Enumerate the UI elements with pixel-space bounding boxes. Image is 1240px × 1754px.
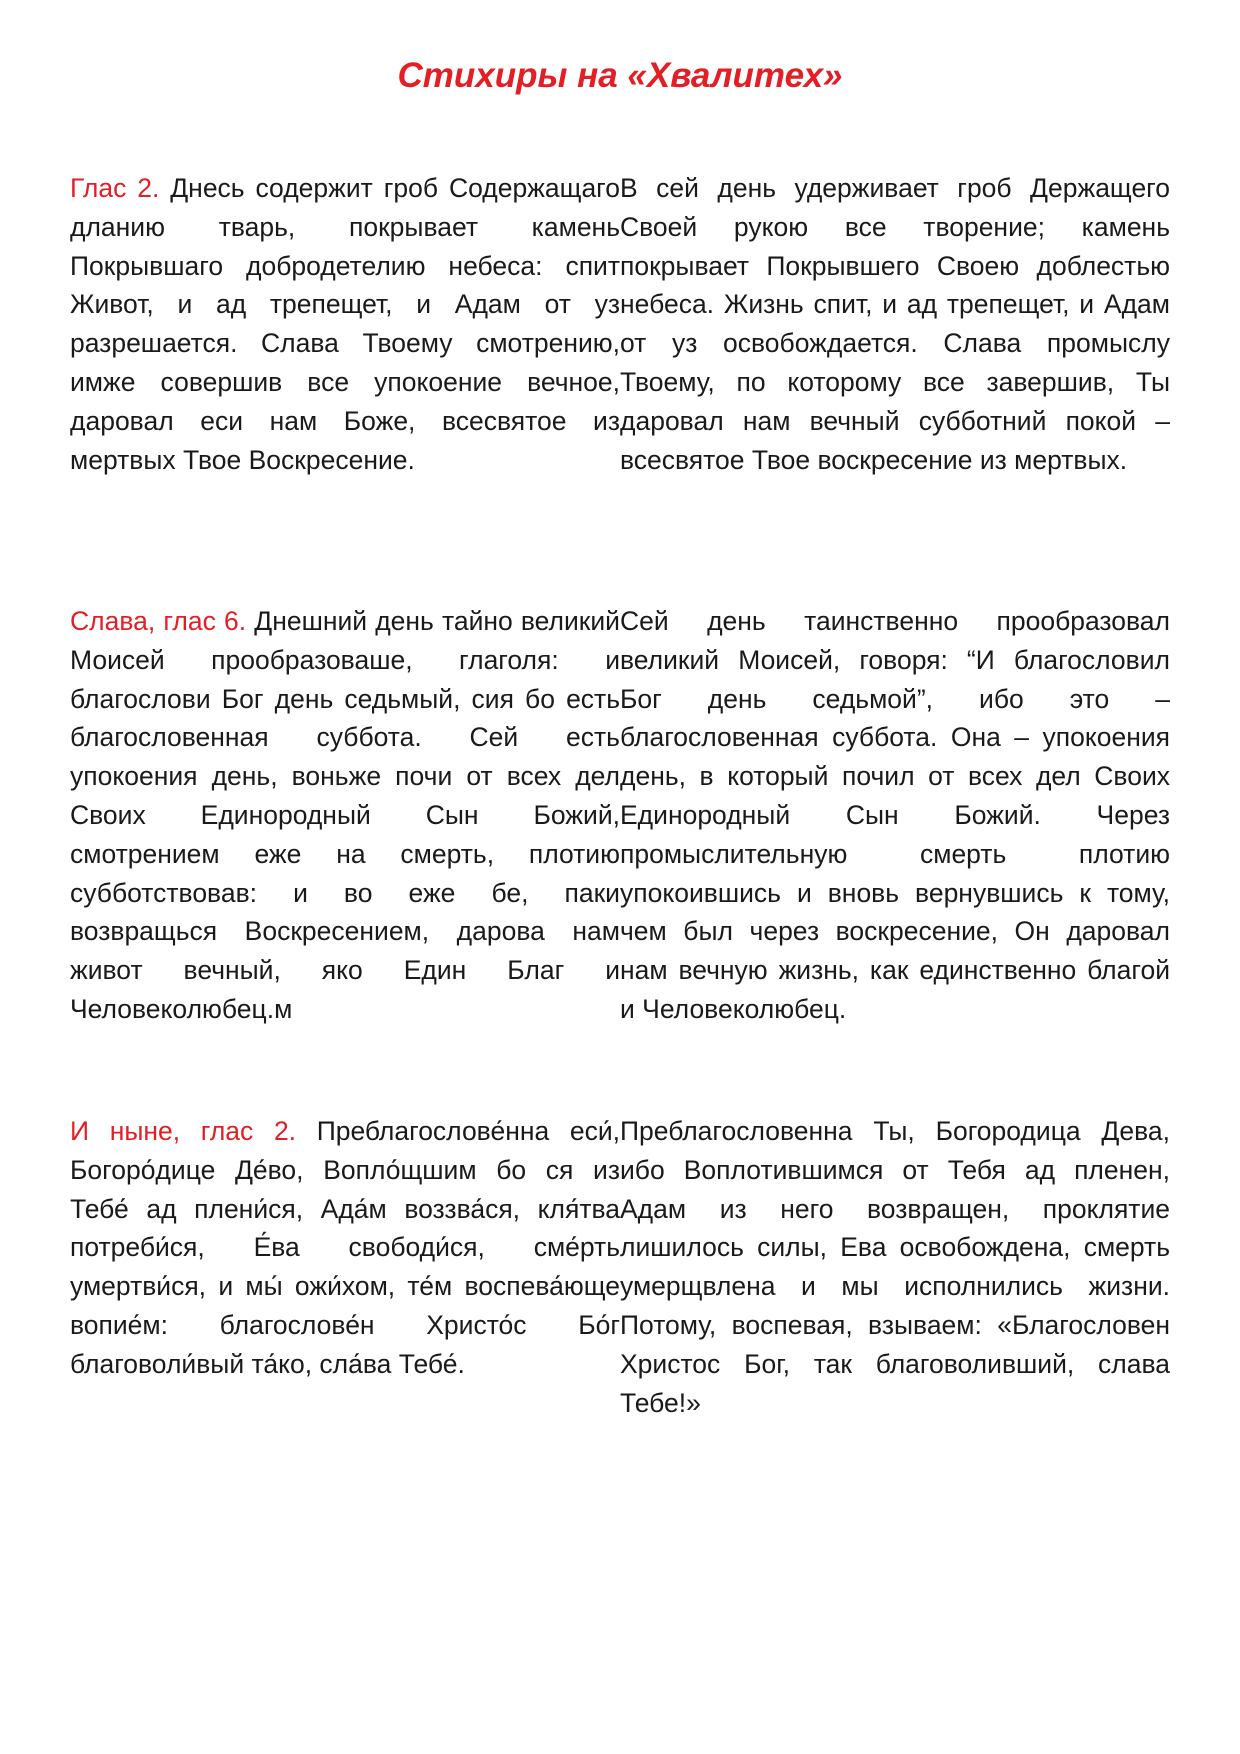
slavonic-text [70, 602, 620, 1029]
slavonic-body: Днешний день тайно великий Моисей прообразоваше, глаголя: и благослови Бог день седьмый, сия бо есть благословенная суббота. Сей есть упокоения день, воньже почи от всех дел Своих Единородный Сын Божий, смотрением еже на смерть, плотию субботствовав: и во еже бе, паки возвращься Воскресением, дарова нам живот вечный, яко Един Благ и Человеколюбец.м [70, 606, 620, 1024]
slavonic-body: Преблагослове́нна еси́, Богоро́дице Де́во, Вопло́щшим бо ся из Тебе́ ад плени́ся, Ада́м воззва́ся, кля́тва потреби́ся, Е́ва свободи́ся, сме́рть умертви́ся, и мы́ ожи́хом, те́м воспева́юще вопие́м: благослове́н Христо́с Бо́г благоволи́вый та́ко, сла́ва Тебе́. [70, 1116, 621, 1379]
stichera-section-1 [70, 169, 1170, 479]
slavonic-text [70, 169, 620, 479]
stichera-section-3 [70, 1112, 1170, 1422]
russian-translation: В сей день удерживает гроб Держащего Своей рукою все творение; камень покрывает Покрывшего Своею доблестью небеса. Жизнь спит, и ад трепещет, и Адам от уз освобождается. Слава промыслу Твоему, по которому все завершив, Ты даровал нам вечный субботний покой – всесвятое Твое воскресение из мертвых. [620, 173, 1170, 475]
tone-label: Глас 2. [70, 173, 160, 203]
russian-translation: Сей день таинственно прообразовал великий Моисей, говоря: “И благословил Бог день седьмой”, ибо это – благословенная суббота. Она – упокоения день, в который почил от всех дел Своих Единородный Сын Божий. Через промыслительную смерть плотию упокоившись и вновь вернувшись к тому, чем был через воскресение, Он даровал нам вечную жизнь, как единственно благой и Человеколюбец. [620, 606, 1170, 1024]
slavonic-body: Днесь содержит гроб Содержащаго дланию тварь, покрывает камень Покрывшаго добродетелию небеса: спит Живот, и ад трепещет, и Адам от уз разрешается. Слава Твоему смотрению, имже совершив все упокоение вечное, даровал еси нам Боже, всесвятое из мертвых Твое Воскресение. [70, 173, 621, 475]
russian-translation: Преблагословенна Ты, Богородица Дева, ибо Воплотившимся от Тебя ад пленен, Адам из него возвращен, проклятие лишилось силы, Ева освобождена, смерть умерщвлена и мы исполнились жизни. Потому, воспевая, взываем: «Благословен Христос Бог, так благоволивший, слава Тебе!» [620, 1116, 1170, 1418]
tone-label: Слава, глас 6. [70, 606, 247, 636]
slavonic-text [70, 1112, 620, 1422]
page-title: Стихиры на «Хвалитех» [397, 56, 843, 95]
stichera-section-2 [70, 602, 1170, 1029]
tone-label: И ныне, глас 2. [70, 1116, 297, 1146]
